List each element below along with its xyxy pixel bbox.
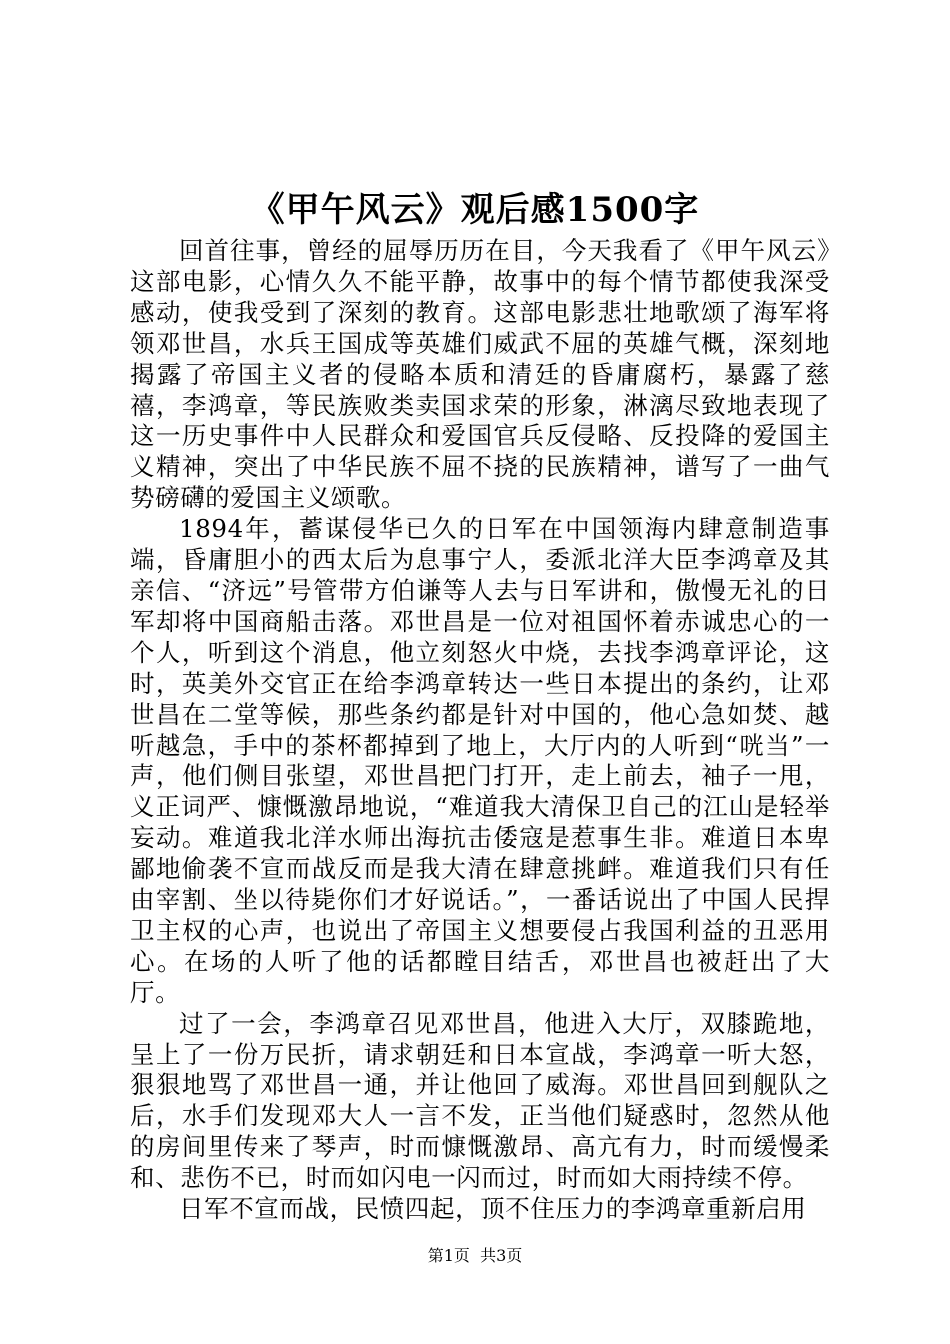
page-footer: 第1页 共3页 xyxy=(427,1246,523,1265)
document-body xyxy=(130,236,830,1225)
paragraph-3: 过了一会，李鸿章召见邓世昌，他进入大厅，双膝跪地，呈上了一份万民折，请求朝廷和日本宣战，李鸿章一听大怒，狠狠地骂了邓世昌一通，并让他回了威海。邓世昌回到舰队之后，水手们发现邓大人一言不发，正当他们疑惑时，忽然从他的房间里传来了琴声，时而慷慨激昂、高亢有力，时而缓慢柔和、悲伤不已，时而如闪电一闪而过，时而如大雨持续不停。 xyxy=(130,1008,830,1193)
paragraph-1: 回首往事，曾经的屈辱历历在目，今天我看了《甲午风云》这部电影，心情久久不能平静，故事中的每个情节都使我深受感动，使我受到了深刻的教育。这部电影悲壮地歌颂了海军将领邓世昌，水兵王国成等英雄们威武不屈的英雄气概，深刻地揭露了帝国主义者的侵略本质和清廷的昏庸腐朽，暴露了慈禧，李鸿章，等民族败类卖国求荣的形象，淋漓尽致地表现了这一历史事件中人民群众和爱国官兵反侵略、反投降的爱国主义精神，突出了中华民族不屈不挠的民族精神，谱写了一曲气势磅礴的爱国主义颂歌。 xyxy=(130,236,830,513)
paragraph-4: 日军不宣而战，民愤四起，顶不住压力的李鸿章重新启用 xyxy=(179,1194,807,1224)
paragraph-2: 1894年，蓄谋侵华已久的日军在中国领海内肆意制造事端，昏庸胆小的西太后为息事宁人，委派北洋大臣李鸿章及其亲信、“济远”号管带方伯谦等人去与日军讲和，傲慢无礼的日军却将中国商船击落。邓世昌是一位对祖国怀着赤诚忠心的一个人，听到这个消息，他立刻怒火中烧，去找李鸿章评论，这时，英美外交官正在给李鸿章转达一些日本提出的条约，让邓世昌在二堂等候，那些条约都是针对中国的，他心急如焚、越听越急，手中的茶杯都掉到了地上，大厅内的人听到“咣当”一声，他们侧目张望，邓世昌把门打开，走上前去，袖子一甩，义正词严、慷慨激昂地说，“难道我大清保卫自己的江山是轻举妄动。难道我北洋水师出海抗击倭寇是惹事生非。难道日本卑鄙地偷袭不宣而战反而是我大清在肆意挑衅。难道我们只有任由宰割、坐以待毙你们才好说话。”，一番话说出了中国人民捍卫主权的心声，也说出了帝国主义想要侵占我国利益的丑恶用心。在场的人听了他的话都瞠目结舌，邓世昌也被赶出了大厅。 xyxy=(130,514,830,1007)
document-title: 《甲午风云》观后感1500字 xyxy=(250,190,700,230)
